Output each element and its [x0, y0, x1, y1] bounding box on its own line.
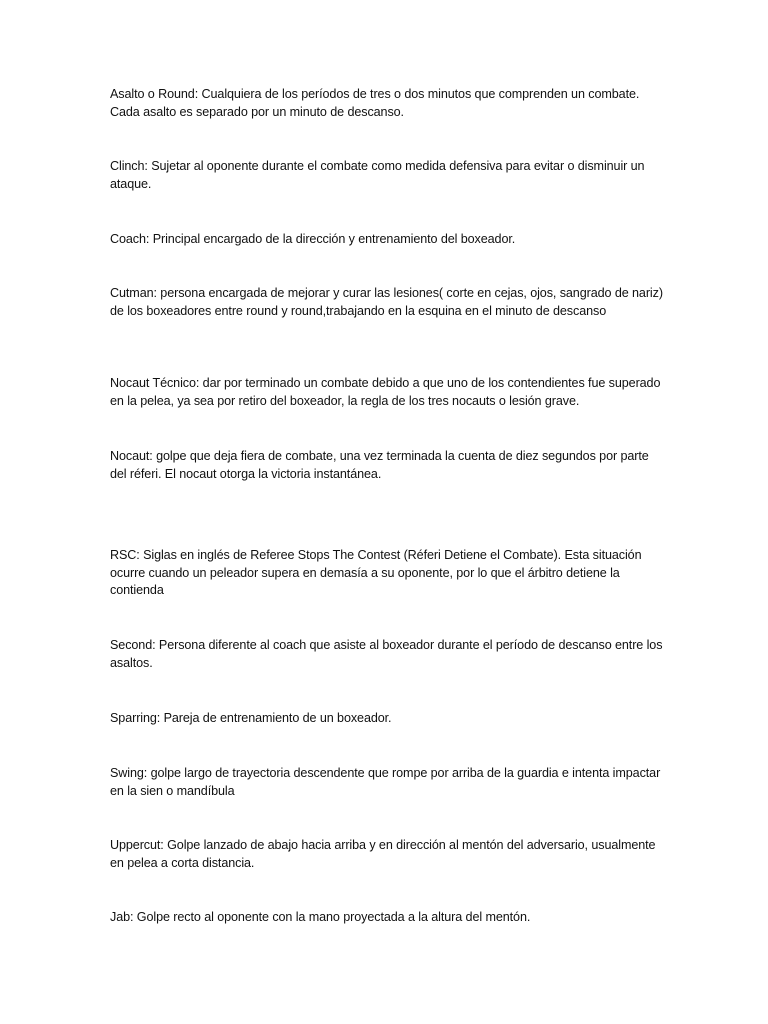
glossary-entry-asalto: Asalto o Round: Cualquiera de los períodos de tres o dos minutos que comprenden un combate. Cada asalto es separado por un minuto de descanso. — [110, 87, 640, 119]
glossary-entry-jab: Jab: Golpe recto al oponente con la mano proyectada a la altura del mentón. — [110, 910, 531, 924]
glossary-entry-uppercut: Uppercut: Golpe lanzado de abajo hacia arriba y en dirección al mentón del adversario, usualmente en pelea a corta distancia. — [110, 838, 656, 870]
glossary-entry-sparring: Sparring: Pareja de entrenamiento de un boxeador. — [110, 711, 392, 725]
glossary-entry-rsc: RSC: Siglas en inglés de Referee Stops The Contest (Réferi Detiene el Combate). Esta situación ocurre cuando un peleador supera en demasía a su oponente, por lo que el árbitro detiene la contienda — [110, 548, 642, 598]
glossary-entry-second: Second: Persona diferente al coach que asiste al boxeador durante el período de descanso entre los asaltos. — [110, 638, 663, 670]
glossary-entry-nocaut-tecnico: Nocaut Técnico: dar por terminado un combate debido a que uno de los contendientes fue superado en la pelea, ya sea por retiro del boxeador, la regla de los tres nocauts o lesión grave. — [110, 376, 661, 408]
glossary-entry-nocaut: Nocaut: golpe que deja fiera de combate, una vez terminada la cuenta de diez segundos por parte del réferi. El nocaut otorga la victoria instantánea. — [110, 449, 649, 481]
glossary-entry-swing: Swing: golpe largo de trayectoria descendente que rompe por arriba de la guardia e intenta impactar en la sien o mandíbula — [110, 766, 661, 798]
glossary-entry-clinch: Clinch: Sujetar al oponente durante el combate como medida defensiva para evitar o disminuir un ataque. — [110, 159, 645, 191]
glossary-entry-coach: Coach: Principal encargado de la dirección y entrenamiento del boxeador. — [110, 232, 516, 246]
glossary-entry-cutman: Cutman: persona encargada de mejorar y curar las lesiones( corte en cejas, ojos, sangrado de nariz) de los boxeadores entre round y round,trabajando en la esquina en el minuto de descanso — [110, 286, 663, 318]
